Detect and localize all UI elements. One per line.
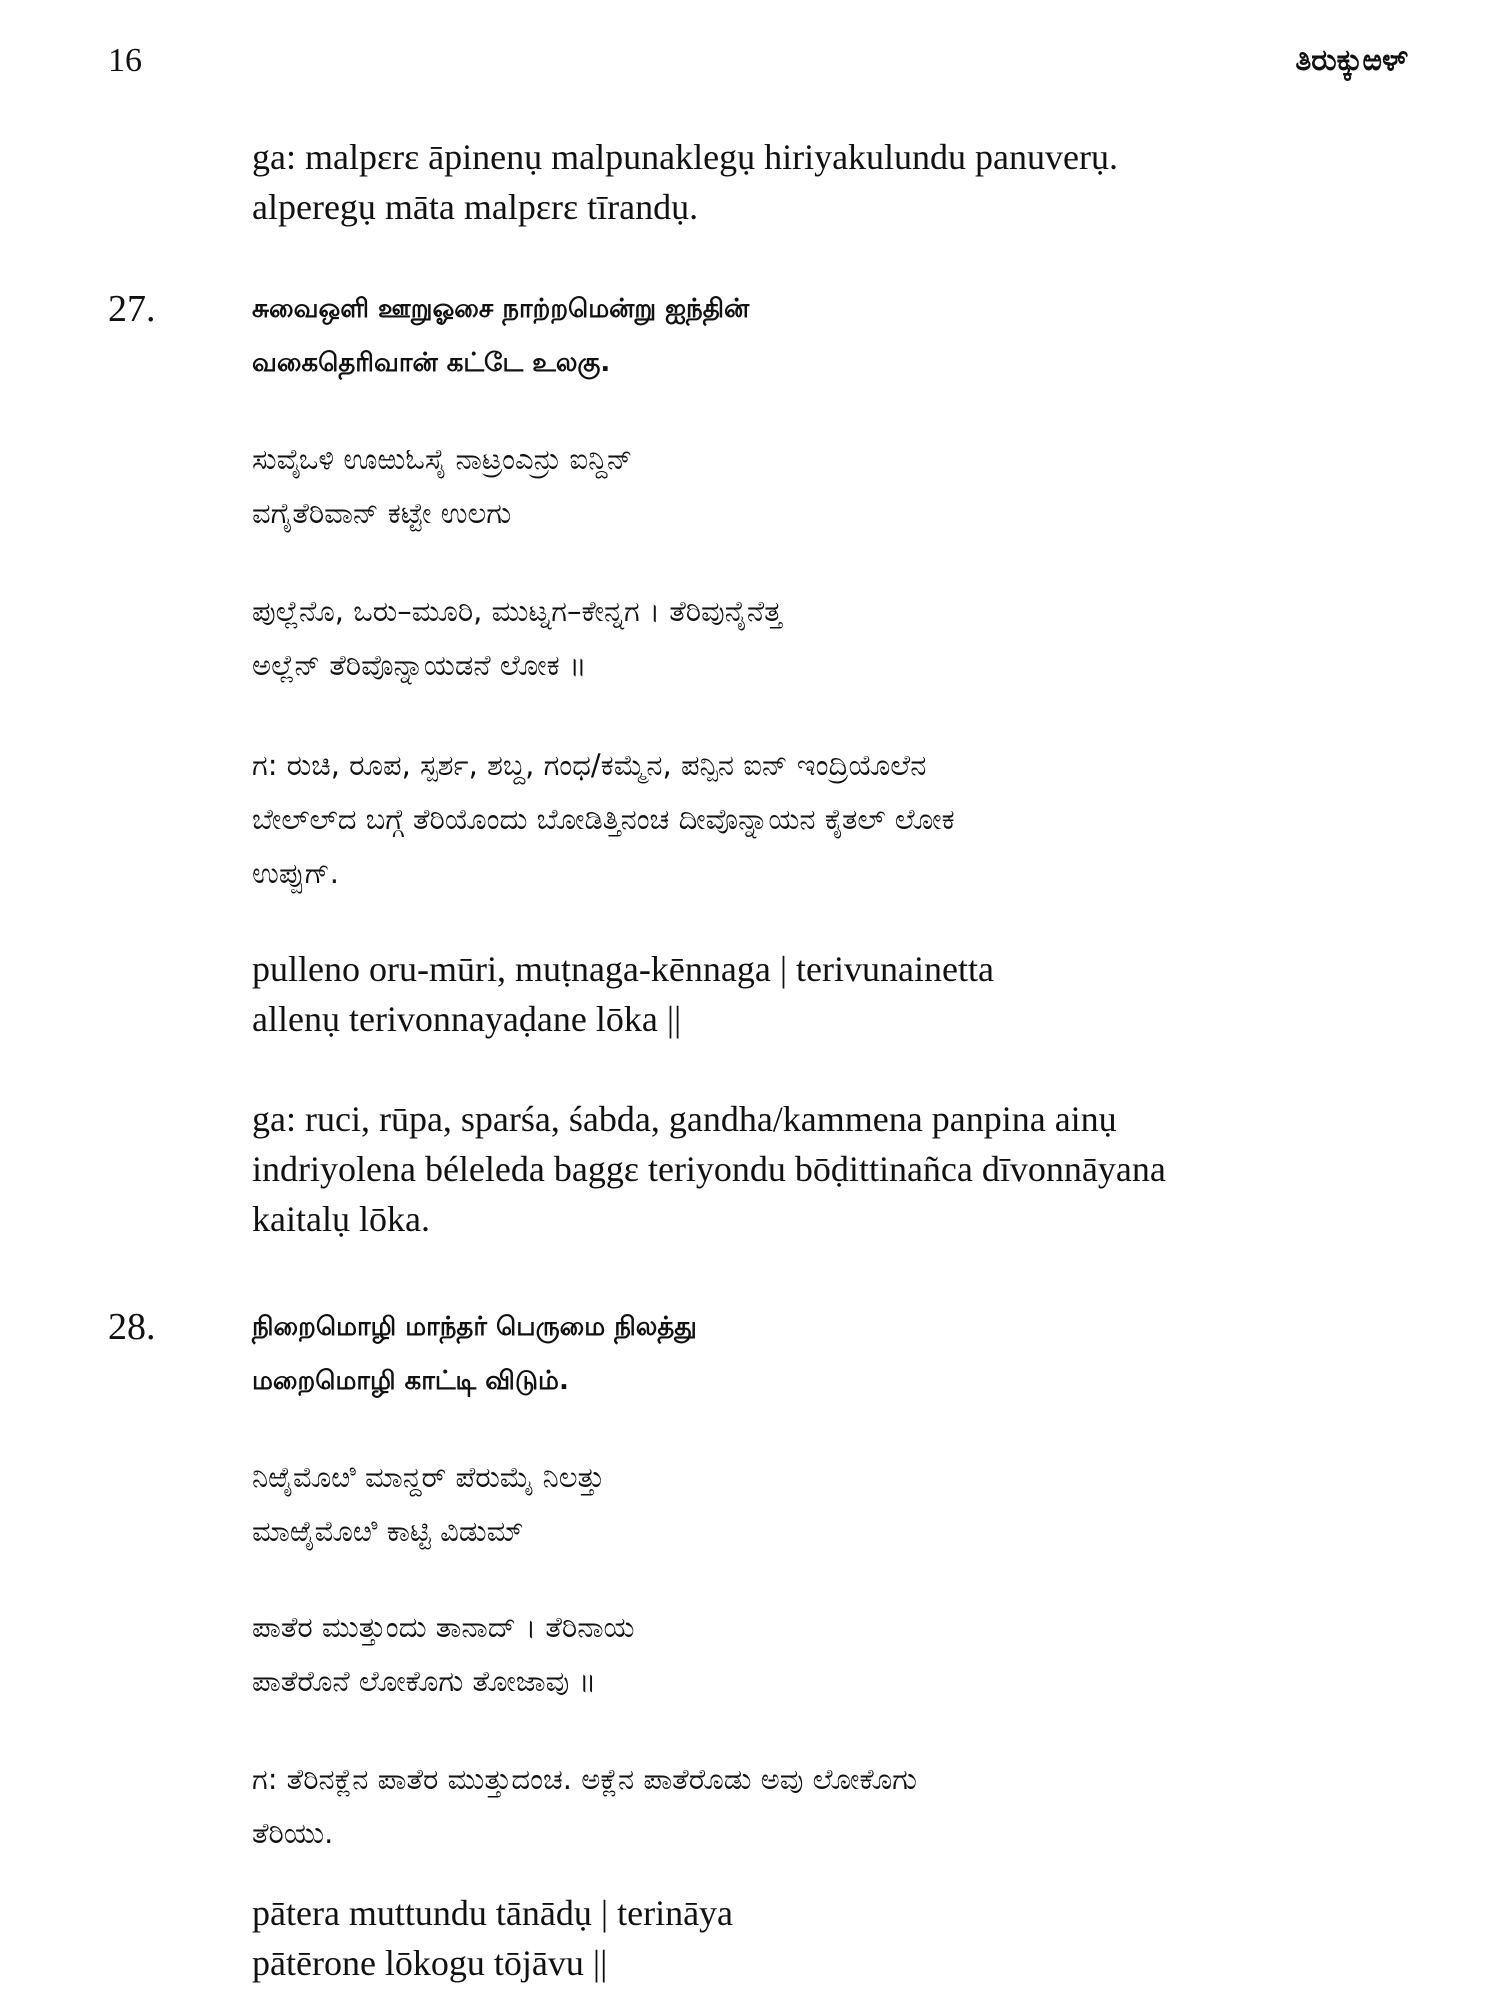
tulu-verse-latin bbox=[252, 1888, 1410, 1988]
tulu-gist-kannada-script bbox=[252, 1752, 1410, 1860]
text-line: indriyolena béleleda baggɛ teriyondu bōḍittinañca dīvonnāyana bbox=[252, 1149, 1166, 1189]
text-line: ga: ruci, rūpa, sparśa, śabda, gandha/kammena panpina ainụ bbox=[252, 1099, 1117, 1139]
text-line: ಪಾತೆರೊನೆ ಲೋಕೊಗು ತೋಜಾವು ॥ bbox=[252, 1664, 597, 1698]
verse-number: 27. bbox=[108, 288, 156, 330]
intro-gist-latin bbox=[252, 132, 1410, 232]
text-line: pātera muttundu tānādụ | terināya bbox=[252, 1893, 734, 1933]
text-line: ಪುಲ್ಲೆನೊ, ಒರು–ಮೂರಿ, ಮುಟ್ನಗ–ಕೇನ್ನಗ । ತೆರಿವುನೈನೆತ್ತ bbox=[252, 594, 782, 628]
tulu-verse-kannada-script bbox=[252, 1600, 1410, 1708]
text-line: ಸುವೈಒಳಿ ಊಱುಓಸೈ ನಾಟ್ರಂಎನ್ರು ಐನ್ದಿನ್ bbox=[252, 442, 633, 476]
text-line: allenụ terivonnayaḍane lōka || bbox=[252, 999, 682, 1039]
text-line: kaitalụ lōka. bbox=[252, 1199, 430, 1239]
text-line: மறைமொழி காட்டி விடும். bbox=[252, 1366, 569, 1396]
kannada-transliteration bbox=[252, 432, 1410, 540]
text-line: ಪಾತೆರ ಮುತ್ತುಂದು ತಾನಾದ್ । ತೆರಿನಾಯ bbox=[252, 1610, 635, 1644]
text-line: ತೆರಿಯು. bbox=[252, 1816, 334, 1850]
tamil-verse bbox=[252, 282, 1410, 390]
text-line: ಅಲ್ಲೆನ್ ತೆರಿವೊನ್ನಾಯಡನೆ ಲೋಕ ॥ bbox=[252, 648, 587, 682]
verse-number: 28. bbox=[108, 1306, 156, 1348]
text-line: ನಿಱೈಮೊೞಿ ಮಾನ್ದರ್ ಪೆರುಮೈ ನಿಲತ್ತು bbox=[252, 1460, 605, 1494]
text-line: pātērone lōkogu tōjāvu || bbox=[252, 1943, 608, 1983]
tulu-gist-latin bbox=[252, 1094, 1410, 1244]
tamil-verse bbox=[252, 1300, 1410, 1408]
text-line: pulleno oru-mūri, muṭnaga-kēnnaga | terivunainetta bbox=[252, 949, 994, 989]
text-line: ಉಪ್ಪುಗ್. bbox=[252, 856, 339, 890]
page-number: 16 bbox=[108, 42, 142, 79]
kannada-transliteration bbox=[252, 1450, 1410, 1558]
text-line: ವಗೈತೆರಿವಾನ್ ಕಟ್ಟೇ ಉಲಗು bbox=[252, 496, 512, 530]
text-line: வகைதெரிவான் கட்டே உலகு. bbox=[252, 348, 611, 378]
tulu-verse-kannada-script bbox=[252, 584, 1410, 692]
tulu-gist-kannada-script bbox=[252, 738, 1410, 900]
text-line: ಬೇಲ್‌ಲ್‌ದ ಬಗ್ಗೆ ತೆರಿಯೊಂದು ಬೋಡಿತ್ತಿನಂಚ ದೀವೊನ್ನಾಯನ ಕೈತಲ್ ಲೋಕ bbox=[252, 802, 955, 836]
text-line: alperegụ māta malpɛrɛ tīrandụ. bbox=[252, 187, 699, 227]
text-line: நிறைமொழி மாந்தர் பெருமை நிலத்து bbox=[252, 1312, 697, 1342]
text-line: ಗ: ರುಚಿ, ರೂಪ, ಸ್ಪರ್ಶ, ಶಬ್ದ, ಗಂಧ/ಕಮ್ಮೆನ, ಪನ್ಪಿನ ಐನ್ ಇಂದ್ರಿಯೊಲೆನ bbox=[252, 748, 927, 782]
running-head-title: ತಿರುಕ್ಕುಱಳ್ bbox=[1295, 43, 1408, 78]
text-line: ga: malpɛrɛ āpinenụ malpunaklegụ hiriyakulundu panuverụ. bbox=[252, 137, 1119, 177]
text-line: ಗ: ತೆರಿನಕ್ಲೆನ ಪಾತೆರ ಮುತ್ತುದಂಚ. ಅಕ್ಲೆನ ಪಾತೆರೊಡು ಅವು ಲೋಕೊಗು bbox=[252, 1762, 918, 1796]
tulu-verse-latin bbox=[252, 944, 1410, 1044]
text-line: சுவைஒளி ஊறுஓசை நாற்றமென்று ஐந்தின் bbox=[252, 294, 750, 324]
text-line: ಮಾಱೈಮೊೞಿ ಕಾಟ್ಟಿ ವಿಡುಮ್ bbox=[252, 1514, 524, 1548]
